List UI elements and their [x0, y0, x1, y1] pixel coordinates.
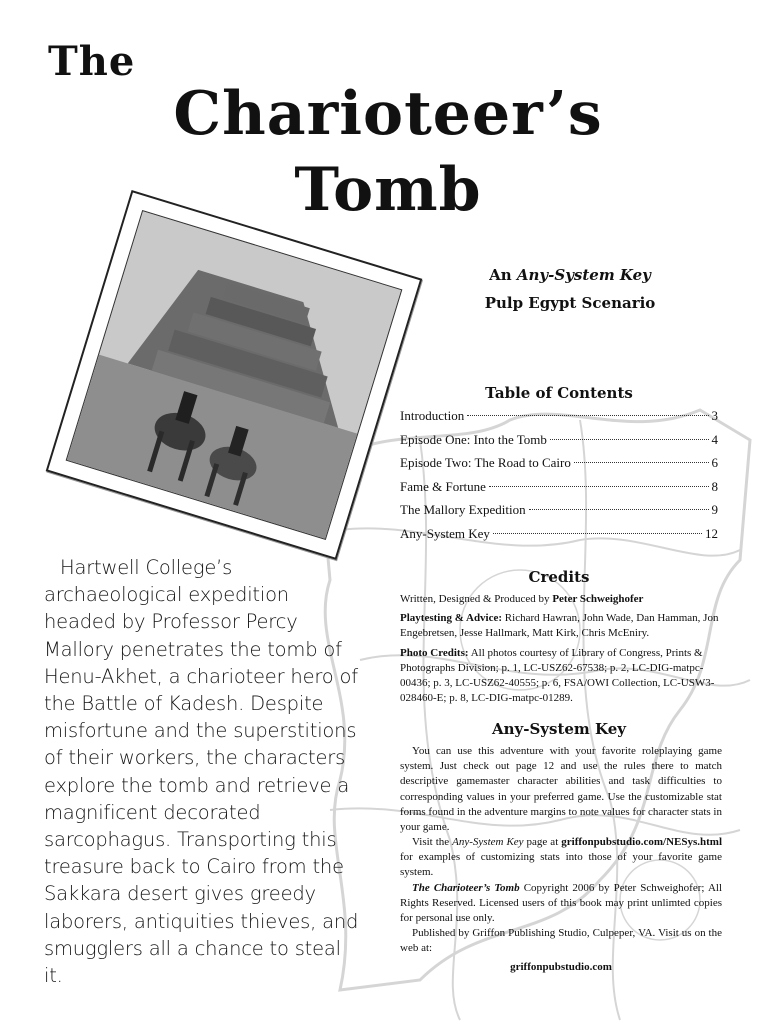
key-paragraph-3: [400, 881, 722, 927]
subtitle-prefix: An: [489, 266, 517, 284]
credits-heading: Credits: [528, 568, 590, 586]
title-tomb: Tomb: [294, 155, 482, 225]
toc-heading: Table of Contents: [485, 384, 633, 402]
book-title: The Charioteer’s Tomb: [412, 881, 520, 894]
subtitle-line1: [420, 268, 720, 283]
playtesting-label: Playtesting & Advice:: [400, 612, 503, 625]
photo-credits-text: All photos courtesy of Library of Congress, Prints & Photographs Division; p. 1, LC-USZ62-67538; p. 2, LC-DIG-matpc-00436; p. 3, LC-USZ62-40555; p. 6, FSA/OWI Collection, LC-USW3-028460-E; p. 8, LC-DIG-matpc-01289.: [400, 646, 715, 705]
copyright-text: Copyright 2006 by Peter Schweighofer; All Rights Reserved. Licensed users of this book may print unlimted copies for personal use only.: [400, 881, 722, 924]
author-name: Peter Schweighofer: [552, 593, 644, 605]
toc-leader: [467, 415, 708, 416]
toc-item-page: 3: [711, 408, 718, 423]
toc-item-page: 8: [711, 478, 718, 494]
title-charioteers: Charioteer’s: [173, 79, 603, 149]
toc-item-page: 6: [711, 455, 718, 470]
toc-item[interactable]: [400, 526, 718, 550]
key-p2-c: for examples of customizing stats into those of your favorite game system.: [400, 851, 722, 879]
title-the: The: [48, 38, 136, 85]
toc-item[interactable]: [400, 479, 718, 503]
credits-playtesting: [400, 611, 722, 641]
credits-photo: [400, 646, 722, 707]
subtitle-line2: Pulp Egypt Scenario: [484, 294, 656, 312]
key-p2-b: page at: [523, 836, 562, 849]
toc-item[interactable]: [400, 408, 718, 432]
key-p2-em: Any-System Key: [452, 836, 524, 849]
toc-leader: [493, 533, 702, 534]
toc-item-page: 4: [711, 431, 718, 447]
toc-item-label: The Mallory Expedition: [400, 502, 526, 517]
toc-leader: [574, 462, 709, 463]
website-link[interactable]: griffonpubstudio.com: [510, 961, 612, 974]
key-paragraph-4: Published by Griffon Publishing Studio, Culpeper, VA. Visit us on the web at:: [400, 927, 722, 955]
toc-leader: [489, 486, 709, 487]
blurb-text: Hartwell College’s archaeological expedition headed by Professor Percy Mallory penetrates the tomb of Henu-Akhet, a charioteer hero of the Battle of Kadesh. Despite misfortune and the superstitions of their workers, the characters explore the tomb and retrieve a magnificent decorated sarcophagus. Transporting this treasure back to Cairo from the Sakkara desert gives greedy laborers, antiquities thieves, and smugglers all a chance to steal it.: [44, 556, 359, 988]
table-of-contents: [400, 408, 718, 549]
key-url-link[interactable]: griffonpubstudio.com/NESys.html: [561, 836, 723, 849]
playtesting-names: Richard Hawran, John Wade, Dan Hamman, Jon Engebretsen, Jesse Hallmark, Matt Kirk, Chris McEniry.: [400, 612, 719, 640]
toc-item-label: Episode Two: The Road to Cairo: [400, 455, 571, 470]
toc-item[interactable]: [400, 502, 718, 526]
written-label: Written, Designed & Produced by: [400, 593, 553, 605]
key-paragraph-2: [400, 835, 722, 881]
any-system-key-text: [400, 744, 722, 976]
scenario-blurb: [44, 554, 362, 989]
toc-item-label: Episode One: Into the Tomb: [400, 431, 547, 447]
toc-leader: [550, 439, 709, 440]
key-p2-a: Visit the: [412, 836, 453, 849]
credits-written: [400, 592, 722, 607]
toc-item-label: Introduction: [400, 408, 465, 423]
toc-item-label: Any-System Key: [400, 525, 490, 541]
subtitle-emphasis: Any-System Key: [516, 266, 651, 284]
toc-item[interactable]: [400, 432, 718, 456]
toc-item-page: 9: [711, 502, 718, 517]
photo-credits-label: Photo Credits:: [400, 646, 469, 659]
any-system-key-heading: Any-System Key: [491, 720, 626, 738]
toc-leader: [529, 509, 709, 510]
toc-item-page: 12: [705, 525, 718, 541]
toc-item[interactable]: [400, 455, 718, 479]
credits-section: [400, 592, 722, 710]
step-pyramid-camels-image: [67, 211, 401, 539]
toc-item-label: Fame & Fortune: [400, 478, 486, 494]
key-paragraph-1: You can use this adventure with your favorite roleplaying game system. Just check out page 12 and use the rules there to match descriptive gamemaster character abilities and task difficulties to corresponding values in your preferred game. Use the customizable stat forms found in the adventure margins to note values for character stats in your game.: [400, 745, 722, 833]
